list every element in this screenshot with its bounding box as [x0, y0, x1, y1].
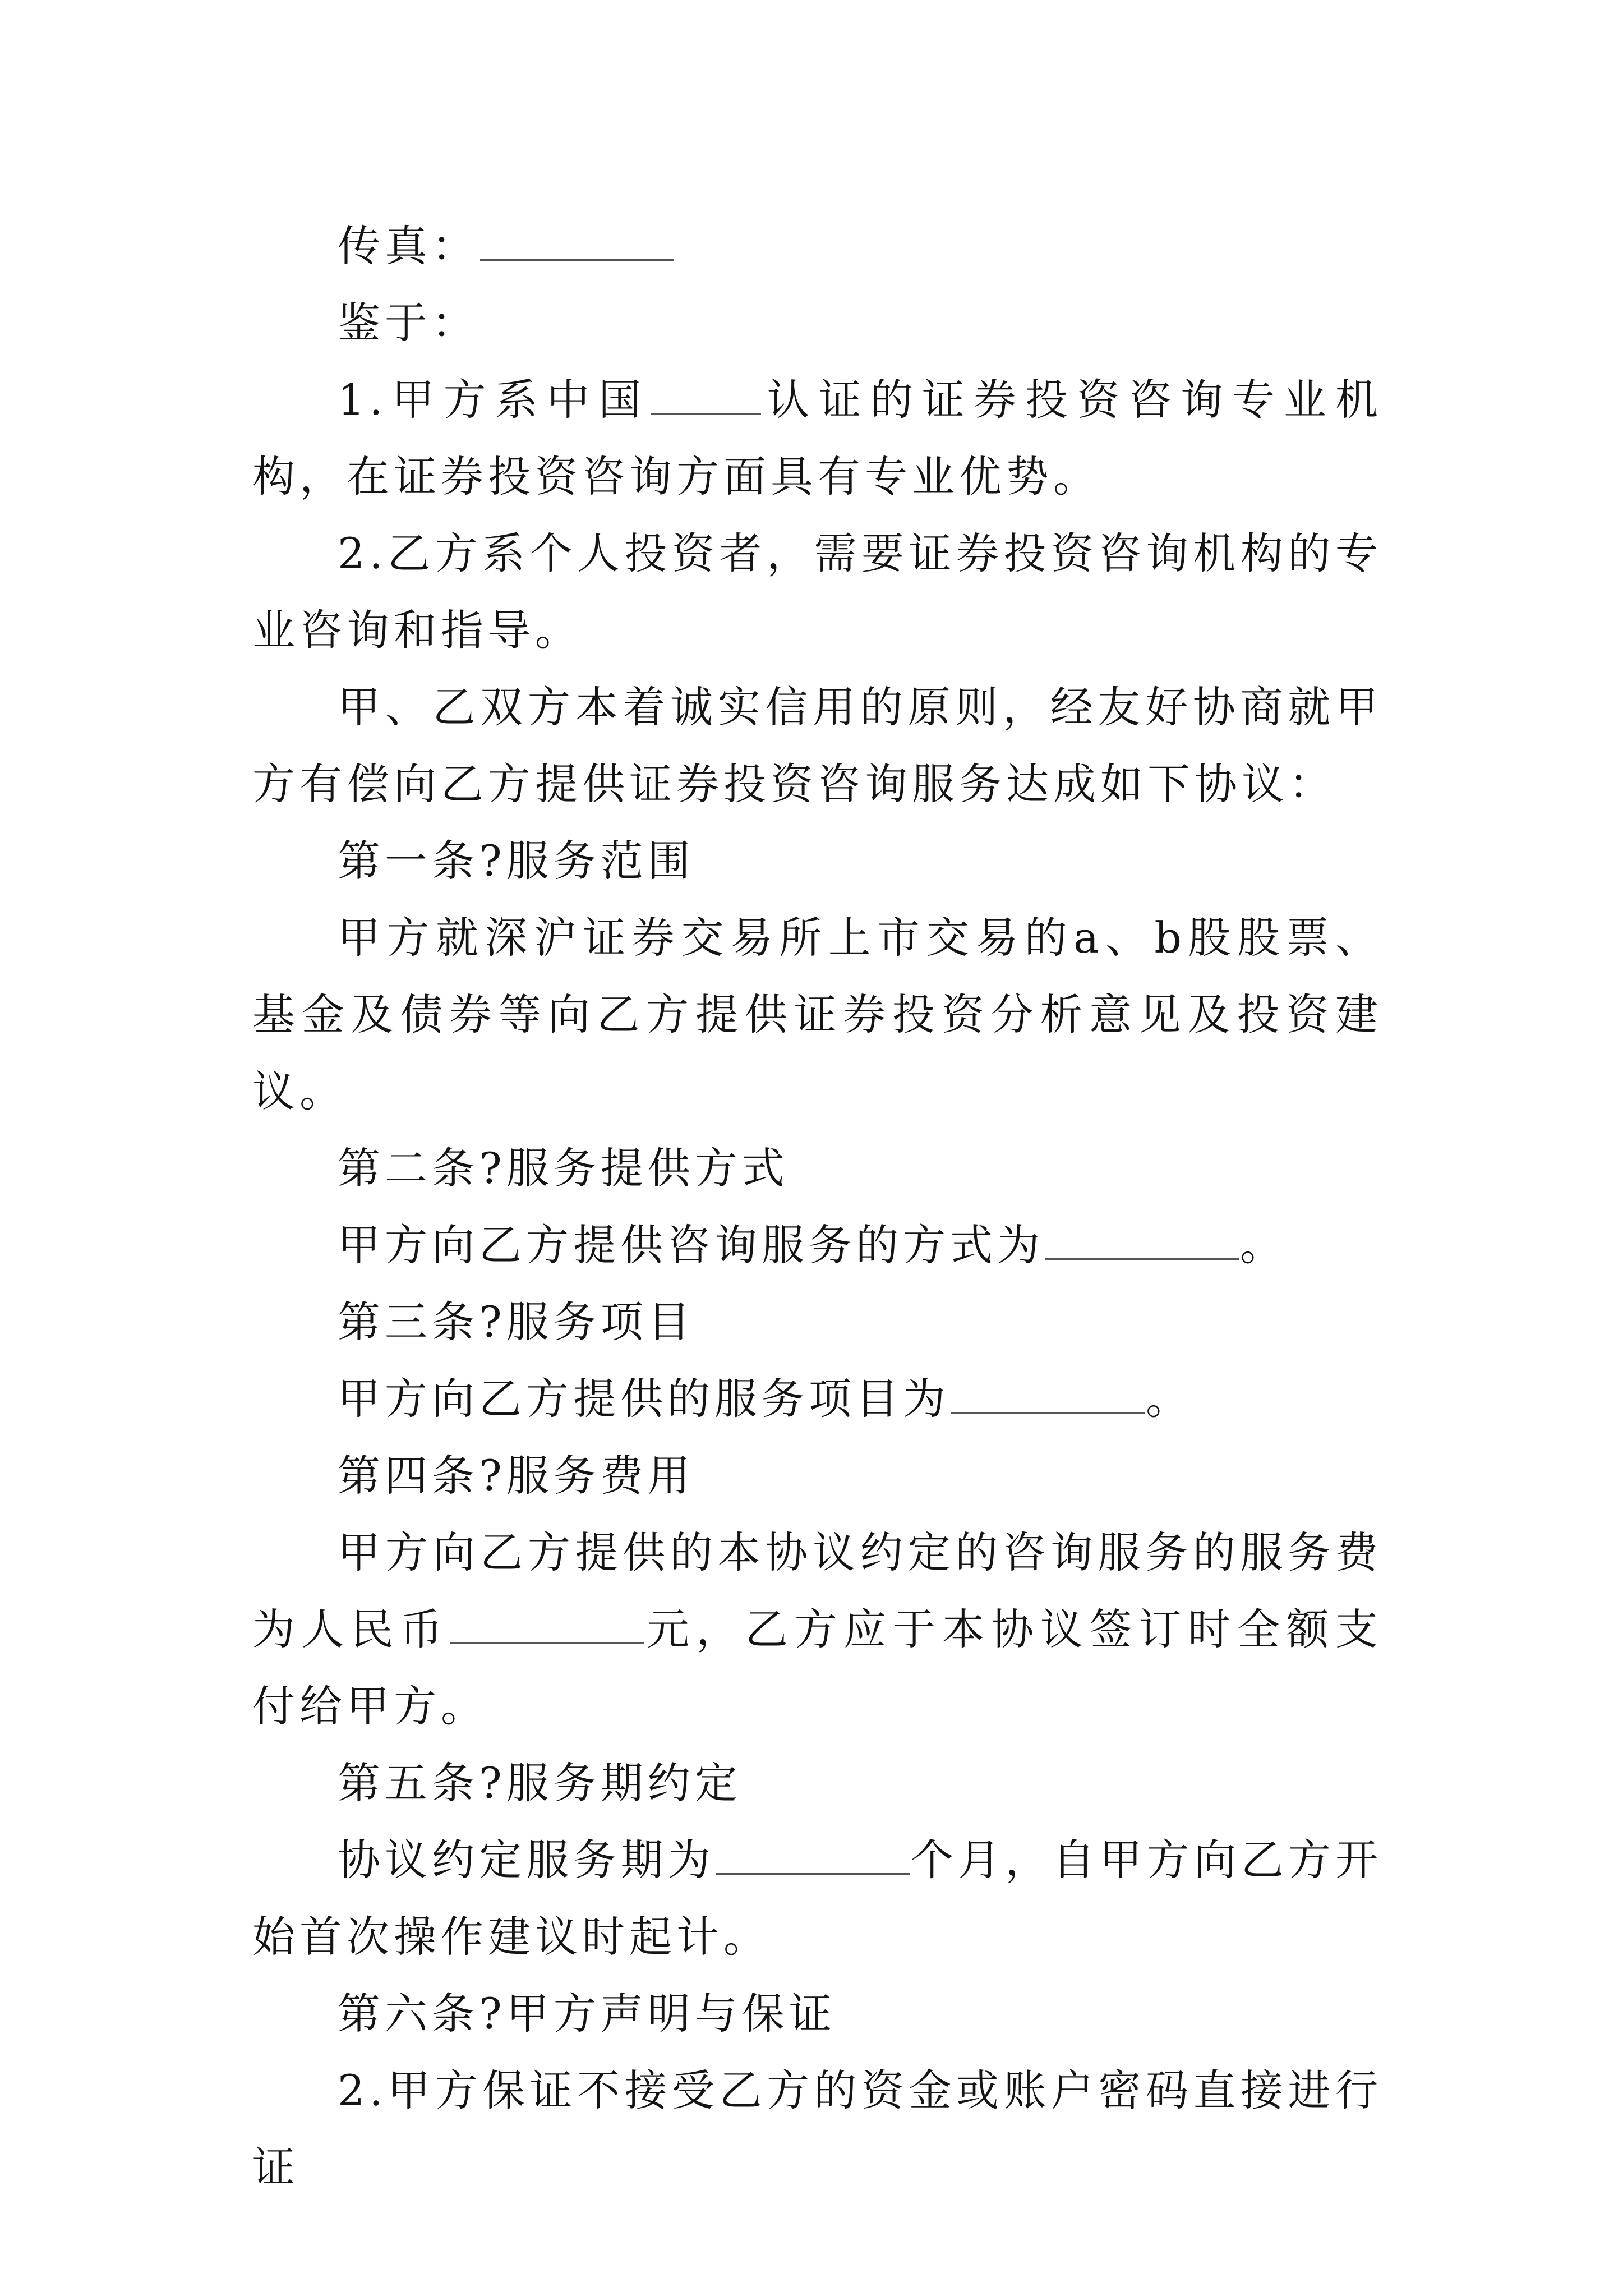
article-1-title: 第一条?服务范围 [338, 836, 695, 886]
article-3-title: 第三条?服务项目 [338, 1297, 695, 1347]
article-3-blank [951, 1377, 1145, 1414]
article-5-text-a: 协议约定服务期为 [338, 1835, 715, 1885]
article-2-body [252, 1207, 1382, 1283]
clause-2: 2.乙方系个人投资者，需要证券投资咨询机构的专业咨询和指导。 [252, 528, 1382, 655]
document-body [252, 208, 1382, 2206]
article-5-title: 第五条?服务期约定 [338, 1758, 742, 1808]
article-4-text-b: 元，乙方应于本协议签订时全额支付给甲方。 [252, 1604, 1383, 1731]
clause-1 [252, 361, 1382, 515]
clause-1-text-b: 认证的证券投资咨询专业机构，在证券投资咨询方面具有专业优势。 [252, 375, 1382, 501]
fax-blank [480, 224, 674, 261]
clause-1-text-a: 1.甲方系中国 [338, 375, 651, 425]
fax-line [252, 208, 1382, 284]
article-2-title: 第二条?服务提供方式 [338, 1143, 789, 1193]
preamble: 甲、乙双方本着诚实信用的原则，经友好协商就甲方有偿向乙方提供证券投资咨询服务达成如下协议： [252, 682, 1382, 809]
article-2-blank [1045, 1223, 1239, 1260]
article-3-text-b: 。 [1146, 1374, 1193, 1424]
article-3-body [252, 1360, 1382, 1437]
article-6-item-2: 2.甲方保证不接受乙方的资金或账户密码直接进行证 [252, 2065, 1382, 2192]
clause-1-blank [651, 378, 761, 415]
article-1-body: 甲方就深沪证券交易所上市交易的a、b股股票、基金及债券等向乙方提供证券投资分析意见及投资建议。 [252, 913, 1382, 1116]
article-6-title: 第六条?甲方声明与保证 [338, 1989, 836, 2039]
article-4-text-a: 甲方向乙方提供的本协议约定的咨询服务的服务费为人民币 [252, 1527, 1382, 1654]
fax-label: 传真： [338, 221, 479, 271]
whereas-heading: 鉴于： [338, 298, 479, 348]
article-4-title: 第四条?服务费用 [338, 1451, 695, 1501]
article-5-blank [716, 1838, 910, 1875]
article-3-text-a: 甲方向乙方提供的服务项目为 [338, 1374, 950, 1424]
article-5-text-b: 个月，自甲方向乙方开始首次操作建议时起计。 [252, 1835, 1383, 1962]
article-2-text-a: 甲方向乙方提供咨询服务的方式为 [338, 1220, 1044, 1270]
article-5-body [252, 1821, 1382, 1975]
article-4-body [252, 1514, 1382, 1745]
article-4-blank [450, 1608, 644, 1644]
article-2-text-b: 。 [1240, 1220, 1287, 1270]
